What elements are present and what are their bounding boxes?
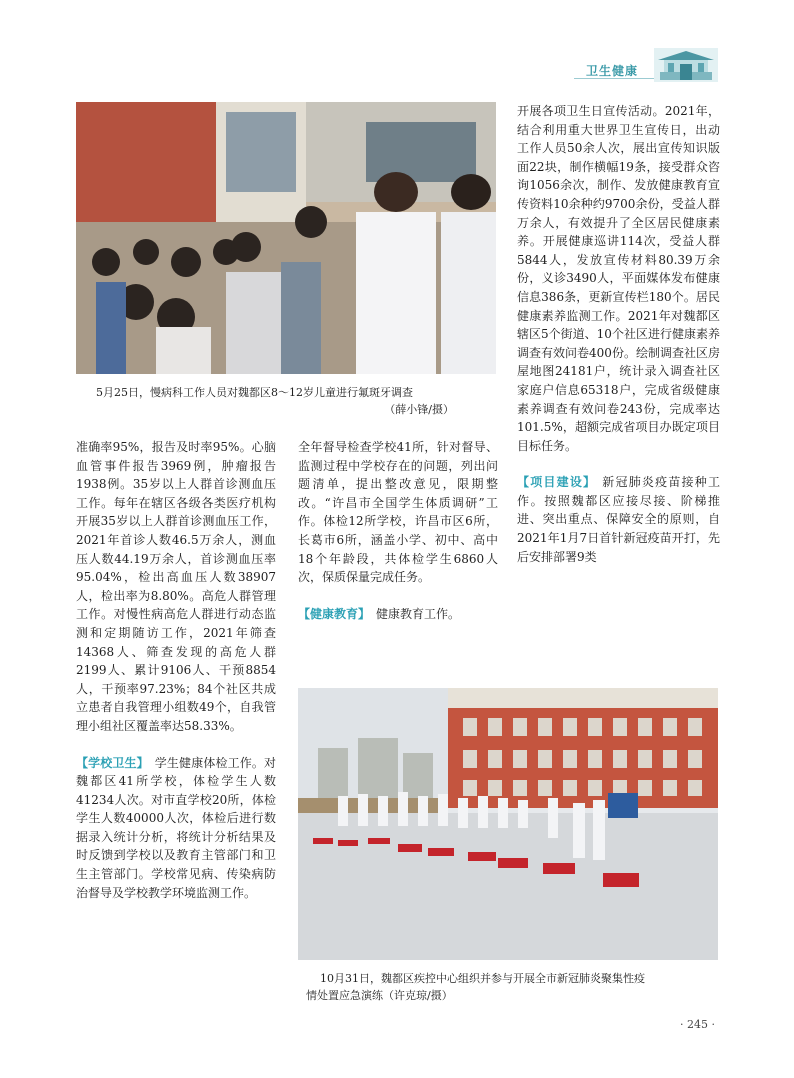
page-number: · 245 · <box>680 1018 715 1031</box>
header-divider <box>574 78 660 79</box>
paragraph-health-promotion: 开展各项卫生日宣传活动。2021年，结合利用重大世界卫生宣传日，出动工作人员50余人次，展出宣传知识版面22块，制作横幅19条，接受群众咨询1056余次，制作、发放健康教育宣传资料10余种约9700余份，受益人群万余人，有效提升了全区居民健康素养。开展健康巡讲114次，受益人群5844人，发放宣传材料80.39万余份，义诊3490人，平面媒体发布健康信息386条，更新宣传栏180个。居民健康素养监测工作。2021年对魏都区辖区5个街道、10个社区进行健康素养调查有效问卷400份。绘制调查社区房屋地图24181户，统计录入调查社区家庭户信息65318户，完成省级健康素养调查有效问卷243份，完成率达101.5%，超额完成省项目办既定项目目标任务。 <box>517 104 720 453</box>
heading-health-education: 【健康教育】 <box>298 606 371 621</box>
photo-emergency-drill <box>298 688 718 960</box>
photo2-caption-line1: 10月31日，魏都区疾控中心组织并参与开展全市新冠肺炎聚集性疫 <box>320 972 645 985</box>
section-title: 卫生健康 <box>586 64 639 78</box>
text-vaccination: 新冠肺炎疫苗接种工作。按照魏都区应接尽接、阶梯推进、突出重点、保障安全的原则，自2021年1月7日首针新冠疫苗开打，先后安排部署9类 <box>517 475 720 564</box>
photo2-caption <box>306 970 720 1004</box>
paragraph-project-construction <box>517 473 720 566</box>
paragraph-health-education <box>298 605 498 624</box>
heading-project-construction: 【项目建设】 <box>517 475 597 490</box>
photo1-caption <box>96 384 476 418</box>
column-right-top <box>517 102 720 566</box>
paragraph-school-inspection: 全年督导检查学校41所，针对督导、监测过程中学校存在的问题，列出问题清单，提出整改意见，限期整改。“许昌市全国学生体质调研”工作。体检12所学校，许昌市区6所，长葛市6所，涵盖小学、初中、高中18个年龄段，共体检学生6860人次，保质保量完成任务。 <box>298 440 498 585</box>
paragraph-school-health <box>76 754 276 903</box>
text-student-checkup: 学生健康体检工作。对魏都区41所学校，体检学生人数41234人次。对市直学校20所，体检学生人数40000人次，体检后进行数据录入统计分析，将统计分析结果及时反馈到学校以及教育主管部门和卫生主管部门。学校常见病、传染病防治督导及学校教学环境监测工作。 <box>76 755 276 900</box>
text-health-education: 健康教育工作。 <box>376 606 461 621</box>
column-left <box>76 438 276 902</box>
gate-logo-icon <box>654 48 718 82</box>
column-middle <box>298 438 498 623</box>
heading-school-health: 【学校卫生】 <box>76 755 149 770</box>
photo1-caption-line1: 5月25日，慢病科工作人员对魏都区8～12岁儿童进行氟斑牙调查 <box>96 386 413 399</box>
photo-fluorosis-survey <box>76 102 496 374</box>
paragraph-chronic-disease: 准确率95%，报告及时率95%。心脑血管事件报告3969例，肿瘤报告1938例。35岁以上人群首诊测血压工作。每年在辖区各级各类医疗机构开展35岁以上人群首诊测血压工作，2021年首诊人数46.5万余人，测血压人数44.19万余人，首诊测血压率95.04%，检出高血压人数38907人，检出率为8.80%。高危人群管理工作。对慢性病高危人群进行动态监测和定期随访工作，2021年筛查14368人、筛查发现的高危人群2199人、累计9106人、干预8854人，干预率97.23%；84个社区共成立患者自我管理小组数49个，自我管理小组社区覆盖率达58.33%。 <box>76 440 276 733</box>
photo2-caption-line2: 情处置应急演练（许克琼/摄） <box>306 989 453 1002</box>
photo1-caption-credit: （薛小锋/摄） <box>384 403 454 416</box>
